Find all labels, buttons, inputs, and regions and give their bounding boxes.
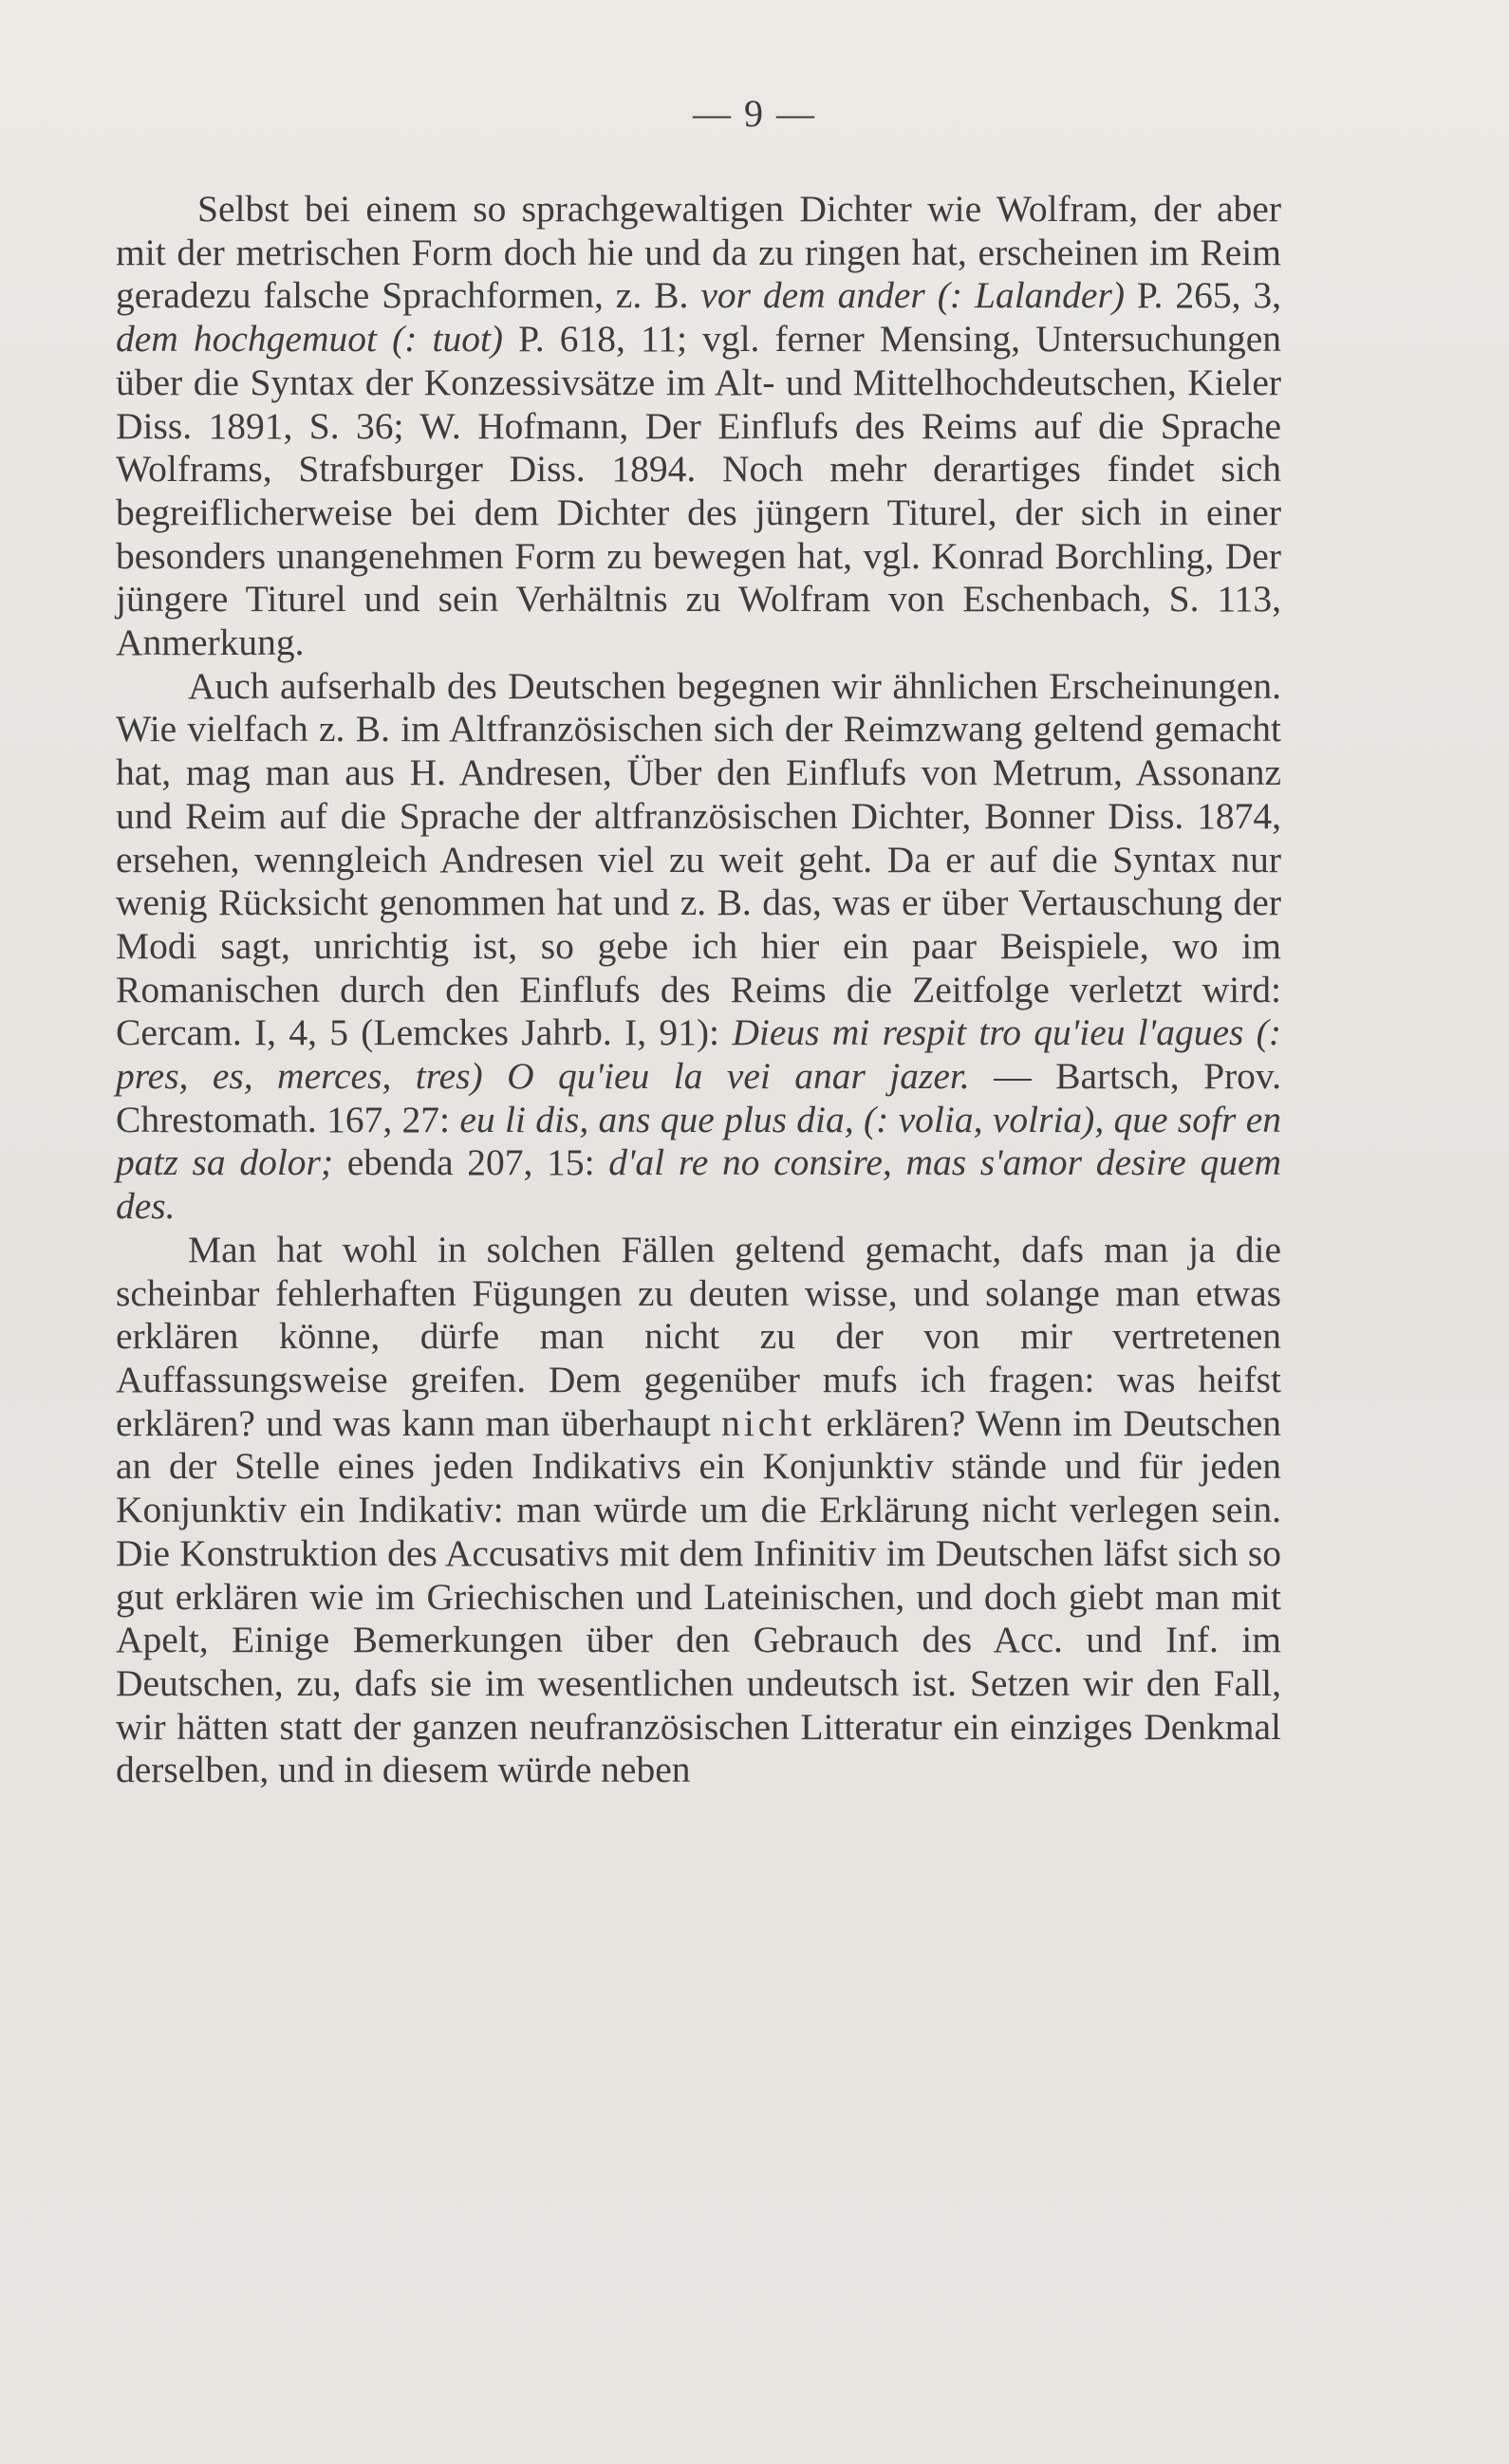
paragraph-explanation	[116, 1229, 1281, 1792]
text-run: Man hat wohl in solchen Fällen geltend gemacht, dafs man ja die scheinbar fehlerhaften Fügungen zu deuten wisse, und solange man etwas erklären könne, dürfe man nicht zu der von mir vertretenen Auffassungsweise greifen. Dem gegenüber mufs ich fragen: was heifst erklären? und was kann man überhaupt	[116, 1228, 1281, 1444]
italic-quote: eu li dis, ans que plus dia, (: volia, volria), que sofr en patz sa dolor;	[116, 1098, 1281, 1184]
italic-quote: vor dem ander (: Lalander)	[700, 274, 1125, 317]
text-run: Auch aufserhalb des Deutschen begegnen wir ähnlichen Erscheinungen. Wie vielfach z. B. im Altfranzösischen sich der Reimzwang geltend gemacht hat, mag man aus H. Andresen, Über den Einflufs von Metrum, Assonanz und Reim auf die Sprache der altfranzösischen Dichter, Bonner Diss. 1874, ersehen, wenngleich Andresen viel zu weit geht. Da er auf die Syntax nur wenig Rücksicht genommen hat und z. B. das, was er über Vertauschung der Modi sagt, unrichtig ist, so gebe ich hier ein paar Beispiele, wo im Romanischen durch den Einflufs des Reims die Zeitfolge verletzt wird: Cercam. I, 4, 5 (Lemckes Jahrb. I, 91):	[116, 664, 1281, 1054]
text-run: P. 265, 3,	[1124, 274, 1281, 317]
text-run: erklären? Wenn im Deutschen an der Stelle eines jeden Indikativs ein Konjunktiv stände und für jeden Konjunktiv ein Indikativ: man würde um die Erklärung nicht verlegen sein. Die Konstruktion des Accusativs mit dem Infinitiv im Deutschen läfst sich so gut erklären wie im Griechischen und Lateinischen, und doch giebt man mit Apelt, Einige Bemerkungen über den Gebrauch des Acc. und Inf. im Deutschen, zu, dafs sie im wesentlichen undeutsch ist. Setzen wir den Fall, wir hätten statt der ganzen neufranzösischen Litteratur ein einziges Denkmal derselben, und in diesem würde neben	[116, 1401, 1281, 1791]
paragraph-wolfram-rhyme	[116, 188, 1281, 665]
italic-quote: dem hochgemuot (: tuot)	[116, 318, 504, 361]
paragraph-romance-examples	[116, 665, 1281, 1229]
text-run: — Bartsch, Prov. Chrestomath. 167, 27:	[116, 1055, 1281, 1140]
text-run: ebenda 207, 15:	[333, 1141, 609, 1184]
text-run: Selbst bei einem so sprachgewaltigen Dichter wie Wolfram, der aber mit der metrischen Form doch hie und da zu ringen hat, erscheinen im Reim geradezu falsche Sprachformen, z. B.	[116, 188, 1281, 317]
page-number: — 9 —	[693, 92, 816, 135]
italic-quote: Dieus mi respit tro qu'ieu l'agues (: pres, es, merces, tres) O qu'ieu la vei anar jazer.	[116, 1011, 1281, 1098]
body-text	[116, 188, 1281, 1792]
text-run: P. 618, 11; vgl. ferner Mensing, Untersuchungen über die Syntax der Konzessivsätze im Alt- und Mittelhochdeutschen, Kieler Diss. 1891, S. 36; W. Hofmann, Der Einflufs des Reims auf die Sprache Wolframs, Strafsburger Diss. 1894. Noch mehr derartiges findet sich begreiflicherweise bei dem Dichter des jüngern Titurel, der sich in einer besonders unangenehmen Form zu bewegen hat, vgl. Konrad Borchling, Der jüngere Titurel und sein Verhältnis zu Wolfram von Eschenbach, S. 113, Anmerkung.	[116, 318, 1281, 664]
italic-quote: d'al re no consire, mas s'amor desire quem des.	[116, 1141, 1282, 1228]
emphasized-word: nicht	[721, 1401, 816, 1444]
